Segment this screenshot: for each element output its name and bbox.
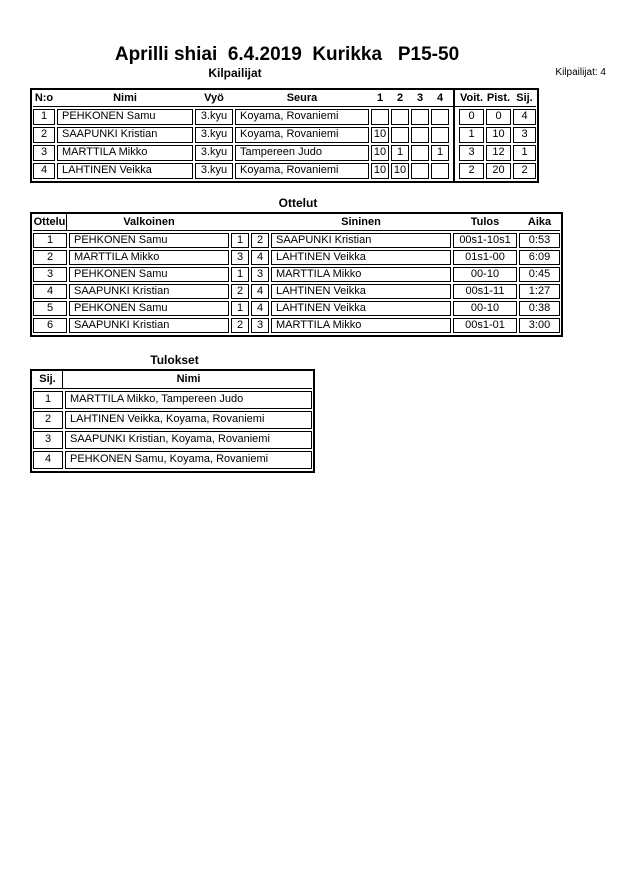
round-2-score [391,109,409,125]
match-result: 00-10 [453,301,517,316]
kilpailijat-header-row [33,90,536,107]
blue-competitor: LAHTINEN Veikka [271,284,451,299]
col-header-vyo: Vyö [204,92,224,104]
white-number: 2 [231,318,249,333]
competitor-number: 1 [33,109,55,125]
col-header-valkoinen: Valkoinen [123,216,175,228]
table-row [33,267,560,282]
competitor-name-club: SAAPUNKI Kristian, Koyama, Rovaniemi [65,431,312,449]
blue-competitor: MARTTILA Mikko [271,318,451,333]
tulokset-section-title: Tulokset [150,353,199,367]
round-1-score [371,109,389,125]
blue-number: 3 [251,318,269,333]
col-header-round-4: 4 [436,92,444,104]
competitor-name-club: PEHKONEN Samu, Koyama, Rovaniemi [65,451,312,469]
col-header-sij: Sij. [516,92,533,104]
round-1-score: 10 [371,145,389,161]
col-header-round-2: 2 [396,92,404,104]
placement: 4 [513,109,536,125]
match-result: 00s1-01 [453,318,517,333]
blue-competitor: LAHTINEN Veikka [271,250,451,265]
table-row [33,451,312,469]
ottelut-table [30,212,563,337]
col-header-spacer [251,214,269,230]
placement: 3 [513,127,536,143]
match-number: 2 [33,250,67,265]
col-header-ottelu: Ottelu [33,216,66,228]
page-title: Aprilli shiai 6.4.2019 Kurikka P15-50 [114,44,460,65]
competitor-belt: 3.kyu [195,127,233,143]
tulokset-header-row [33,371,312,389]
col-header-pist: Pist. [486,92,511,104]
match-time: 1:27 [519,284,560,299]
col-header-round-3: 3 [416,92,424,104]
competitor-belt: 3.kyu [195,109,233,125]
competitor-count-note: Kilpailijat: 4 [555,67,606,78]
white-number: 3 [231,250,249,265]
wins: 2 [459,163,484,179]
points: 0 [486,109,511,125]
competitor-belt: 3.kyu [195,163,233,179]
white-number: 1 [231,267,249,282]
ottelut-section-title: Ottelut [278,196,318,210]
match-number: 3 [33,267,67,282]
round-2-score: 1 [391,145,409,161]
round-4-score [431,109,449,125]
competitor-number: 4 [33,163,55,179]
round-1-score: 10 [371,127,389,143]
match-time: 6:09 [519,250,560,265]
col-header-aika: Aika [527,216,552,228]
placement: 4 [33,451,63,469]
blue-competitor: LAHTINEN Veikka [271,301,451,316]
placement: 1 [33,391,63,409]
competitor-name: MARTTILA Mikko [57,145,193,161]
wins: 3 [459,145,484,161]
table-row [33,109,536,125]
table-row [33,301,560,316]
match-number: 5 [33,301,67,316]
round-1-score: 10 [371,163,389,179]
match-time: 0:53 [519,233,560,248]
competitor-name: LAHTINEN Veikka [57,163,193,179]
blue-competitor: SAAPUNKI Kristian [271,233,451,248]
col-header-nimi: Nimi [176,373,201,385]
white-competitor: SAAPUNKI Kristian [69,318,229,333]
competitor-club: Koyama, Rovaniemi [235,109,369,125]
competitor-belt: 3.kyu [195,145,233,161]
table-row [33,391,312,409]
match-time: 3:00 [519,318,560,333]
table-row [33,127,536,143]
table-row [33,284,560,299]
white-competitor: PEHKONEN Samu [69,233,229,248]
blue-number: 4 [251,250,269,265]
white-number: 2 [231,284,249,299]
round-3-score [411,109,429,125]
round-4-score [431,127,449,143]
white-competitor: MARTTILA Mikko [69,250,229,265]
placement: 2 [513,163,536,179]
round-3-score [411,163,429,179]
competitor-number: 3 [33,145,55,161]
white-competitor: PEHKONEN Samu [69,301,229,316]
placement: 1 [513,145,536,161]
round-2-score: 10 [391,163,409,179]
placement: 2 [33,411,63,429]
tulokset-table [30,369,315,473]
match-time: 0:45 [519,267,560,282]
col-header-tulos: Tulos [470,216,500,228]
match-number: 1 [33,233,67,248]
points: 10 [486,127,511,143]
match-number: 6 [33,318,67,333]
round-2-score [391,127,409,143]
wins: 0 [459,109,484,125]
competitor-name-club: LAHTINEN Veikka, Koyama, Rovaniemi [65,411,312,429]
table-row [33,411,312,429]
blue-number: 4 [251,301,269,316]
table-row [33,318,560,333]
col-header-seura: Seura [286,92,318,104]
table-row [33,233,560,248]
col-header-round-1: 1 [376,92,384,104]
competitor-number: 2 [33,127,55,143]
col-header-sininen: Sininen [341,216,381,228]
kilpailijat-table [30,88,539,183]
white-number: 1 [231,233,249,248]
col-header-no: N:o [34,92,54,104]
col-header-spacer [231,214,249,230]
match-time: 0:38 [519,301,560,316]
match-result: 00-10 [453,267,517,282]
white-competitor: SAAPUNKI Kristian [69,284,229,299]
table-row [33,145,536,161]
blue-number: 3 [251,267,269,282]
competitor-name: PEHKONEN Samu [57,109,193,125]
blue-number: 2 [251,233,269,248]
round-3-score [411,127,429,143]
competitor-name: SAAPUNKI Kristian [57,127,193,143]
round-4-score [431,163,449,179]
ottelut-header-row [33,214,560,231]
blue-number: 4 [251,284,269,299]
match-result: 01s1-00 [453,250,517,265]
points: 20 [486,163,511,179]
col-header-nimi: Nimi [113,92,137,104]
competitor-name-club: MARTTILA Mikko, Tampereen Judo [65,391,312,409]
results-group-divider [453,90,455,181]
competitor-club: Tampereen Judo [235,145,369,161]
white-number: 1 [231,301,249,316]
round-4-score: 1 [431,145,449,161]
blue-competitor: MARTTILA Mikko [271,267,451,282]
wins: 1 [459,127,484,143]
match-result: 00s1-11 [453,284,517,299]
table-row [33,431,312,449]
round-3-score [411,145,429,161]
white-competitor: PEHKONEN Samu [69,267,229,282]
match-number: 4 [33,284,67,299]
match-result: 00s1-10s1 [453,233,517,248]
col-header-sij: Sij. [33,371,63,388]
table-row [33,163,536,179]
placement: 3 [33,431,63,449]
kilpailijat-section-title: Kilpailijat [208,66,262,80]
points: 12 [486,145,511,161]
table-row [33,250,560,265]
col-header-voit: Voit. [459,92,483,104]
competitor-club: Koyama, Rovaniemi [235,163,369,179]
competitor-club: Koyama, Rovaniemi [235,127,369,143]
